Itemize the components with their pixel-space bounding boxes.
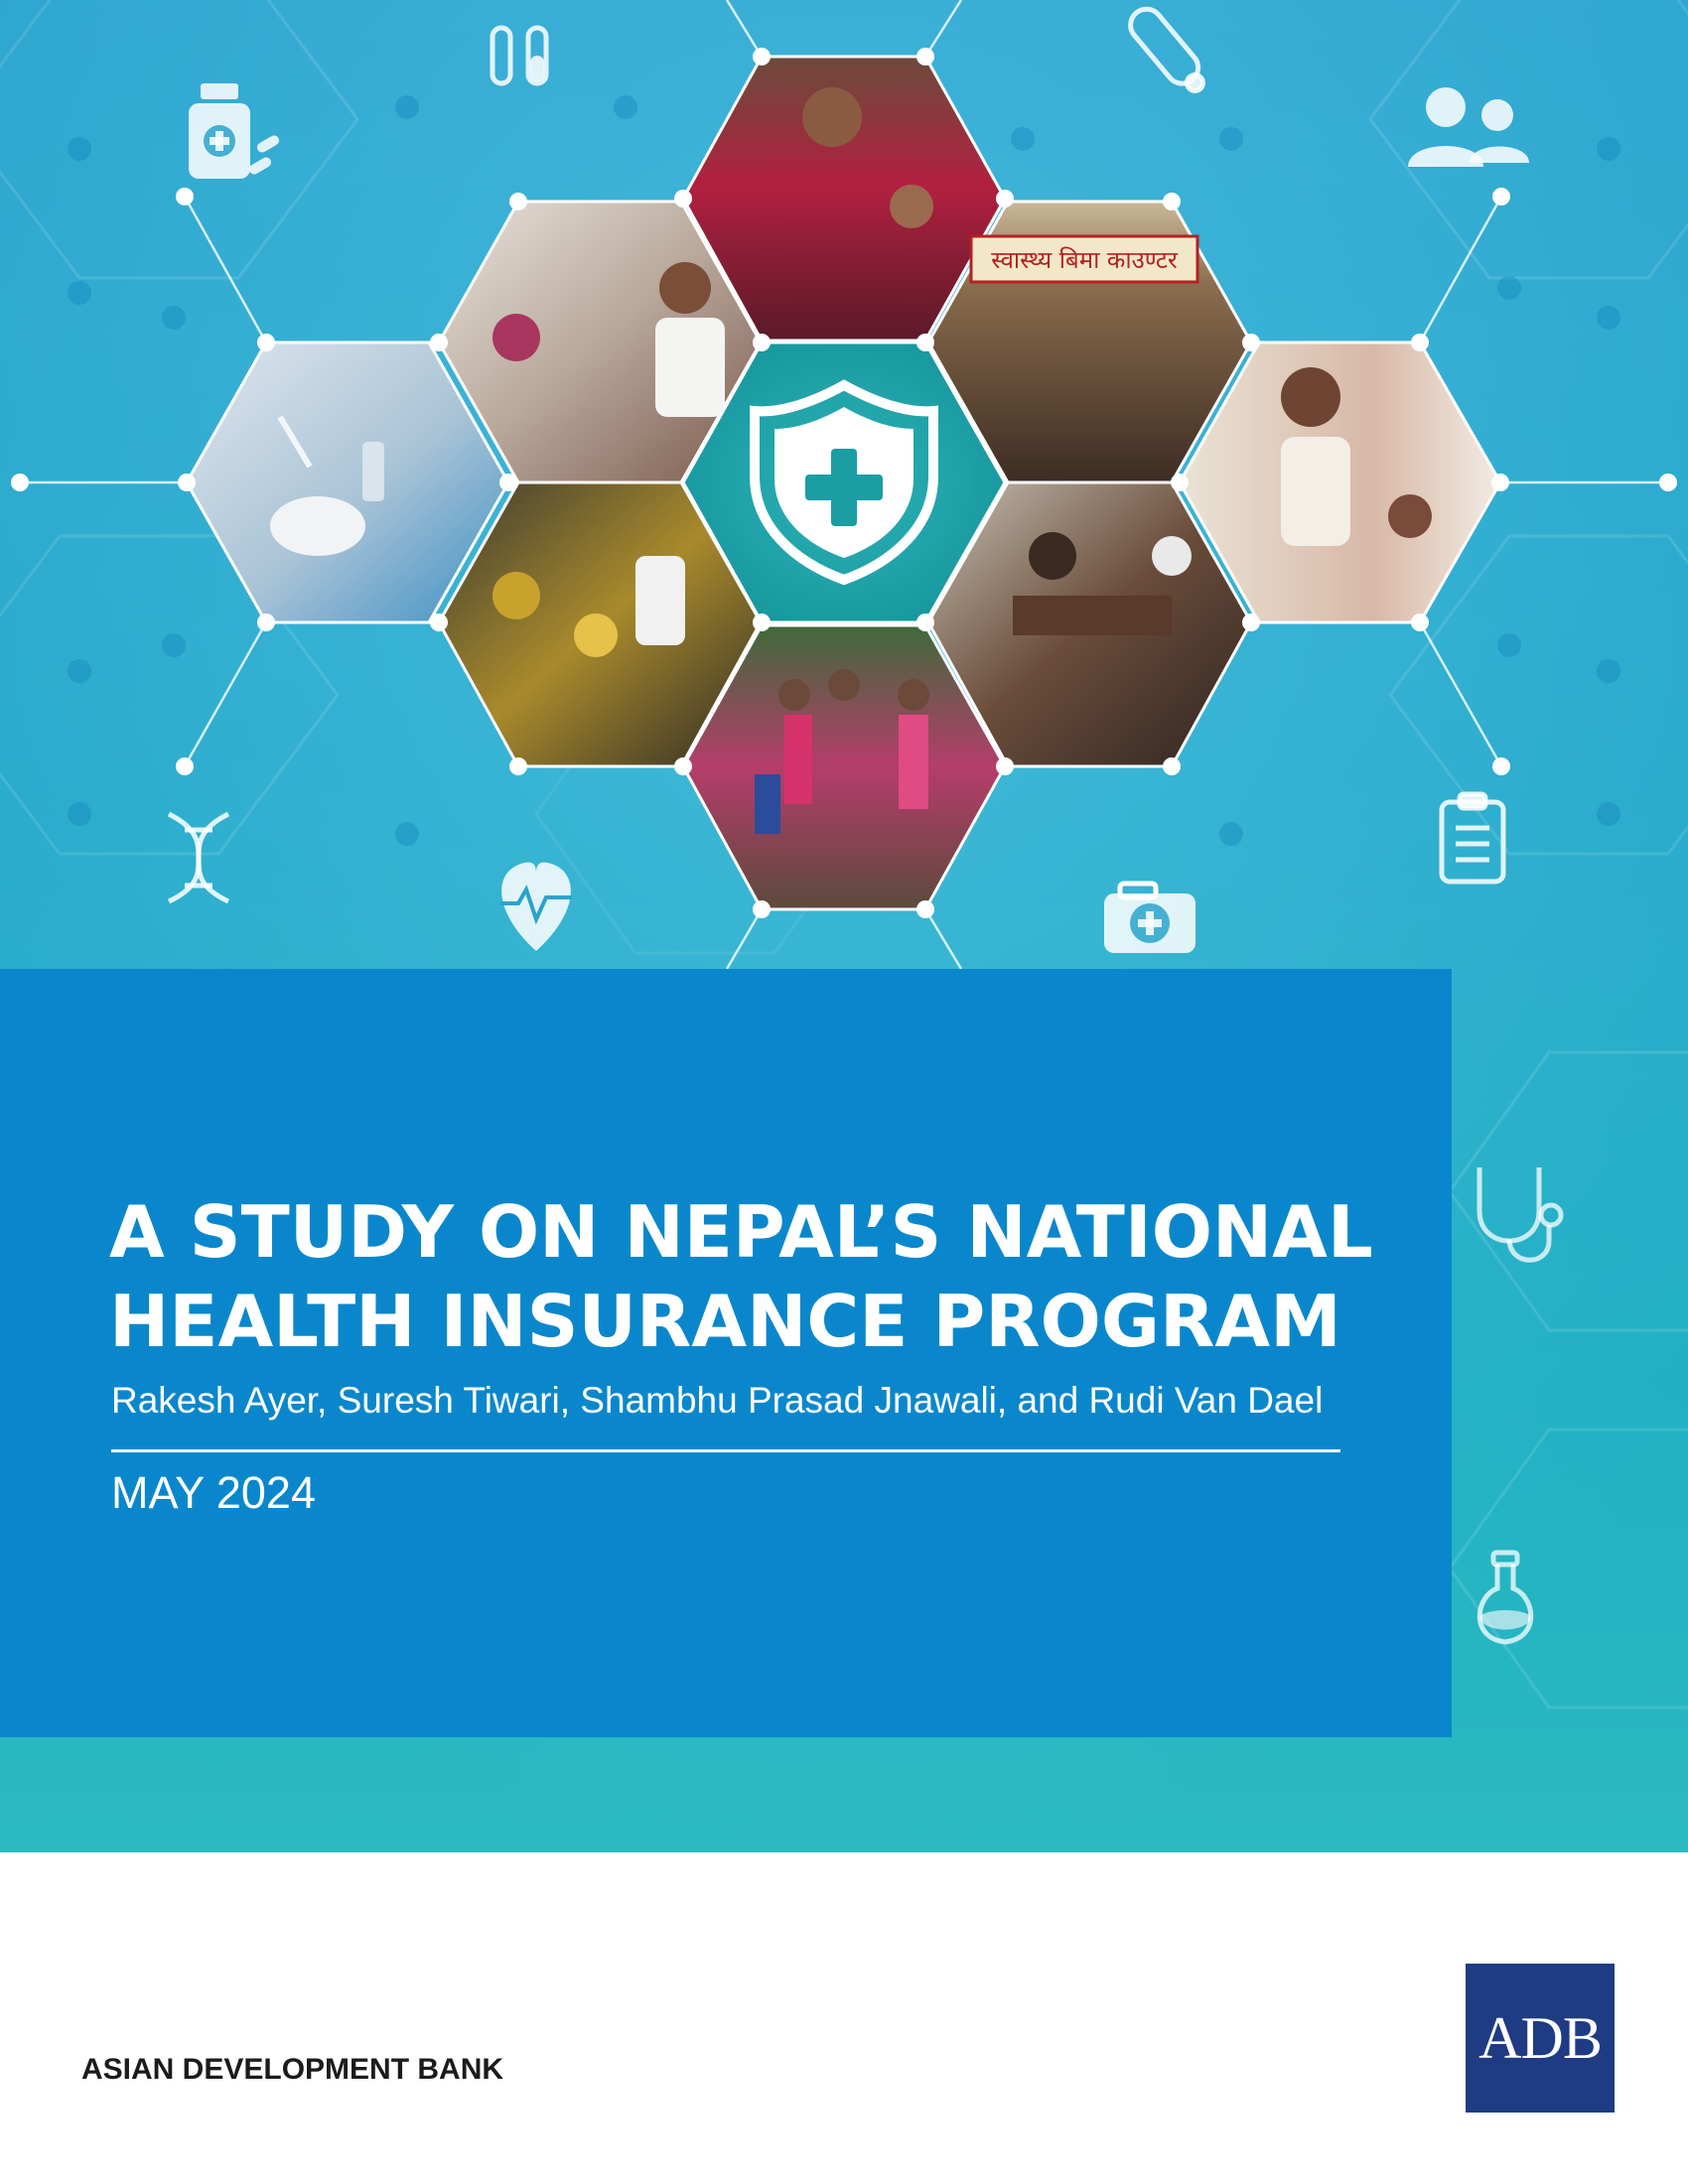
publisher-name: ASIAN DEVELOPMENT BANK	[81, 2053, 504, 2086]
author-list: Rakesh Ayer, Suresh Tiwari, Shambhu Prasad Jnawali, and Rudi Van Dael	[111, 1380, 1324, 1421]
cover-title-line-2: HEALTH INSURANCE PROGRAM	[109, 1280, 1341, 1363]
adb-logo	[1466, 1964, 1615, 2113]
counter-sign-text: स्वास्थ्य बिमा काउण्टर	[991, 246, 1178, 274]
adb-logo-text: ADB	[1478, 2004, 1602, 2071]
medical-kit-icon	[1104, 884, 1196, 953]
publication-date: MAY 2024	[111, 1467, 316, 1518]
title-divider	[111, 1449, 1340, 1452]
cover-title	[109, 1187, 1400, 1366]
cover-title-line-1: A STUDY ON NEPAL’S NATIONAL	[109, 1190, 1373, 1274]
